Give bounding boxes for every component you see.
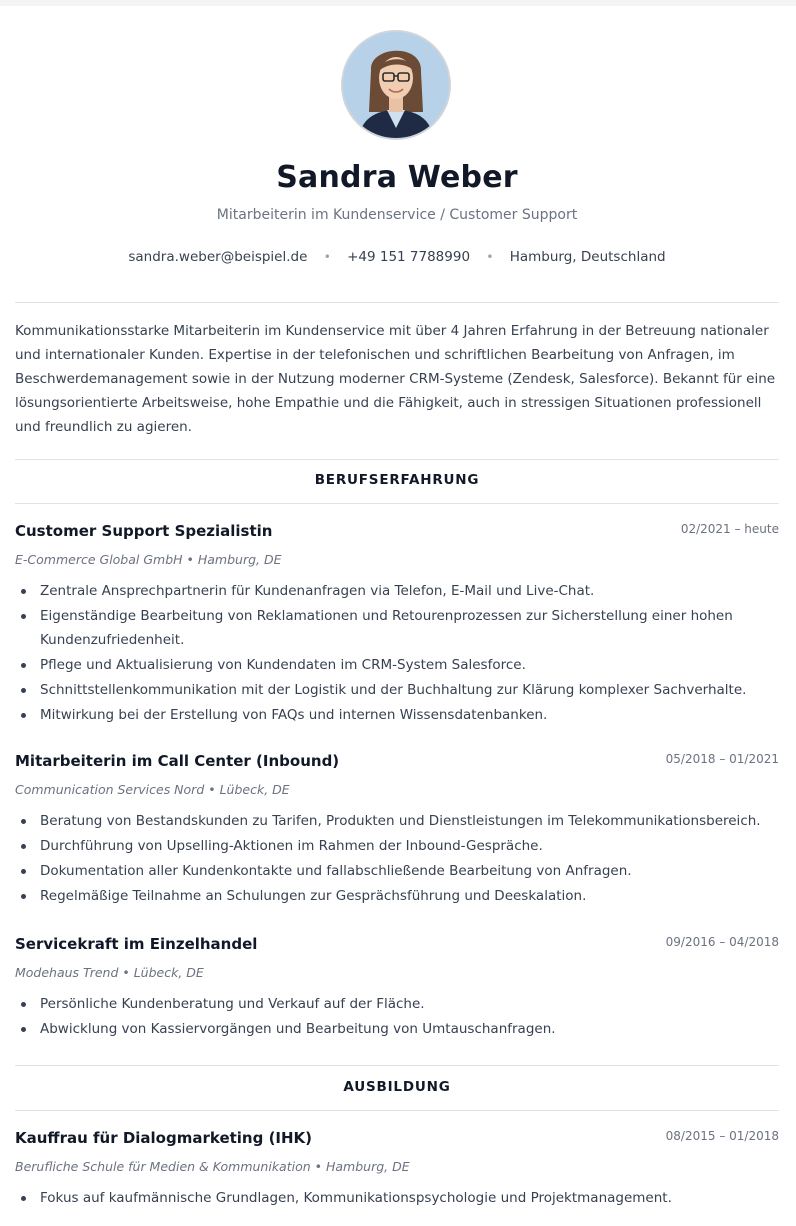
- divider: [15, 1110, 779, 1111]
- list-item: Persönliche Kundenberatung und Verkauf auf der Fläche.: [15, 992, 779, 1016]
- job-organization: Communication Services Nord • Lübeck, DE: [15, 782, 290, 797]
- job-organization: E-Commerce Global GmbH • Hamburg, DE: [15, 552, 282, 567]
- candidate-name: Sandra Weber: [276, 160, 518, 195]
- job-organization: Modehaus Trend • Lübeck, DE: [15, 965, 204, 980]
- job-date: 05/2018 – 01/2021: [665, 752, 779, 766]
- job-bullets: [15, 809, 779, 908]
- contact-line: [15, 249, 779, 265]
- list-item: Abwicklung von Kassiervorgängen und Bearbeitung von Umtauschanfragen.: [15, 1017, 779, 1041]
- job-role: Mitarbeiterin im Call Center (Inbound): [15, 752, 340, 770]
- list-item: Regelmäßige Teilnahme an Schulungen zur Gesprächsführung und Deeskalation.: [15, 884, 779, 908]
- phone-link[interactable]: +49 151 7788990: [347, 249, 471, 265]
- separator-dot: •: [323, 250, 331, 264]
- list-item: Pflege und Aktualisierung von Kundendaten im CRM-System Salesforce.: [15, 653, 779, 677]
- education-date: 08/2015 – 01/2018: [665, 1129, 779, 1143]
- list-item: Dokumentation aller Kundenkontakte und fallabschließende Bearbeitung von Anfragen.: [15, 859, 779, 883]
- education-institution: Berufliche Schule für Medien & Kommunikation • Hamburg, DE: [15, 1159, 410, 1174]
- section-title-experience: BERUFSERFAHRUNG: [314, 472, 480, 488]
- email-link[interactable]: sandra.weber@beispiel.de: [128, 249, 308, 265]
- list-item: Zentrale Ansprechpartnerin für Kundenanfragen via Telefon, E-Mail und Live-Chat.: [15, 579, 779, 603]
- experience-entry: [15, 933, 779, 1042]
- job-date: 02/2021 – heute: [680, 522, 779, 536]
- list-item: Mitwirkung bei der Erstellung von FAQs und internen Wissensdatenbanken.: [15, 703, 779, 727]
- resume-page: [0, 6, 796, 1226]
- divider: [15, 459, 779, 460]
- education-degree: Kauffrau für Dialogmarketing (IHK): [15, 1129, 313, 1147]
- job-role: Customer Support Spezialistin: [15, 522, 273, 540]
- section-title-education: AUSBILDUNG: [343, 1079, 451, 1095]
- experience-entry: [15, 520, 779, 728]
- education-entry: [15, 1127, 779, 1211]
- list-item: Fokus auf kaufmännische Grundlagen, Kommunikationspsychologie und Projektmanagement.: [15, 1186, 779, 1210]
- job-date: 09/2016 – 04/2018: [665, 935, 779, 949]
- list-item: Eigenständige Bearbeitung von Reklamationen und Retourenprozessen zur Sicherstellung einer hohen Kundenzufriedenheit.: [15, 604, 779, 652]
- separator-dot: •: [486, 250, 494, 264]
- education-bullets: [15, 1186, 779, 1210]
- list-item: Durchführung von Upselling-Aktionen im Rahmen der Inbound-Gespräche.: [15, 834, 779, 858]
- experience-entry: [15, 750, 779, 909]
- divider: [15, 1065, 779, 1066]
- avatar: [341, 30, 451, 140]
- job-title: Mitarbeiterin im Kundenservice / Customer Support: [216, 207, 578, 223]
- list-item: Schnittstellenkommunikation mit der Logistik und der Buchhaltung zur Klärung komplexer Sachverhalte.: [15, 678, 779, 702]
- location-text: Hamburg, Deutschland: [509, 249, 666, 265]
- divider: [15, 503, 779, 504]
- divider: [15, 302, 779, 303]
- job-bullets: [15, 992, 779, 1041]
- job-role: Servicekraft im Einzelhandel: [15, 935, 258, 953]
- list-item: Beratung von Bestandskunden zu Tarifen, Produkten und Dienstleistungen im Telekommunikationsbereich.: [15, 809, 779, 833]
- profile-summary: Kommunikationsstarke Mitarbeiterin im Kundenservice mit über 4 Jahren Erfahrung in der Betreuung nationaler und internationaler Kunden. Expertise in der telefonischen und schriftlichen Bearbeitung von Anfragen, im Beschwerdemanagement sowie in der Nutzung moderner CRM-Systeme (Zendesk, Salesforce). Bekannt für eine lösungsorientierte Arbeitsweise, hohe Empathie und die Fähigkeit, auch in stressigen Situationen professionell und freundlich zu agieren.: [15, 323, 776, 435]
- profile-photo: [343, 32, 449, 138]
- job-bullets: [15, 579, 779, 727]
